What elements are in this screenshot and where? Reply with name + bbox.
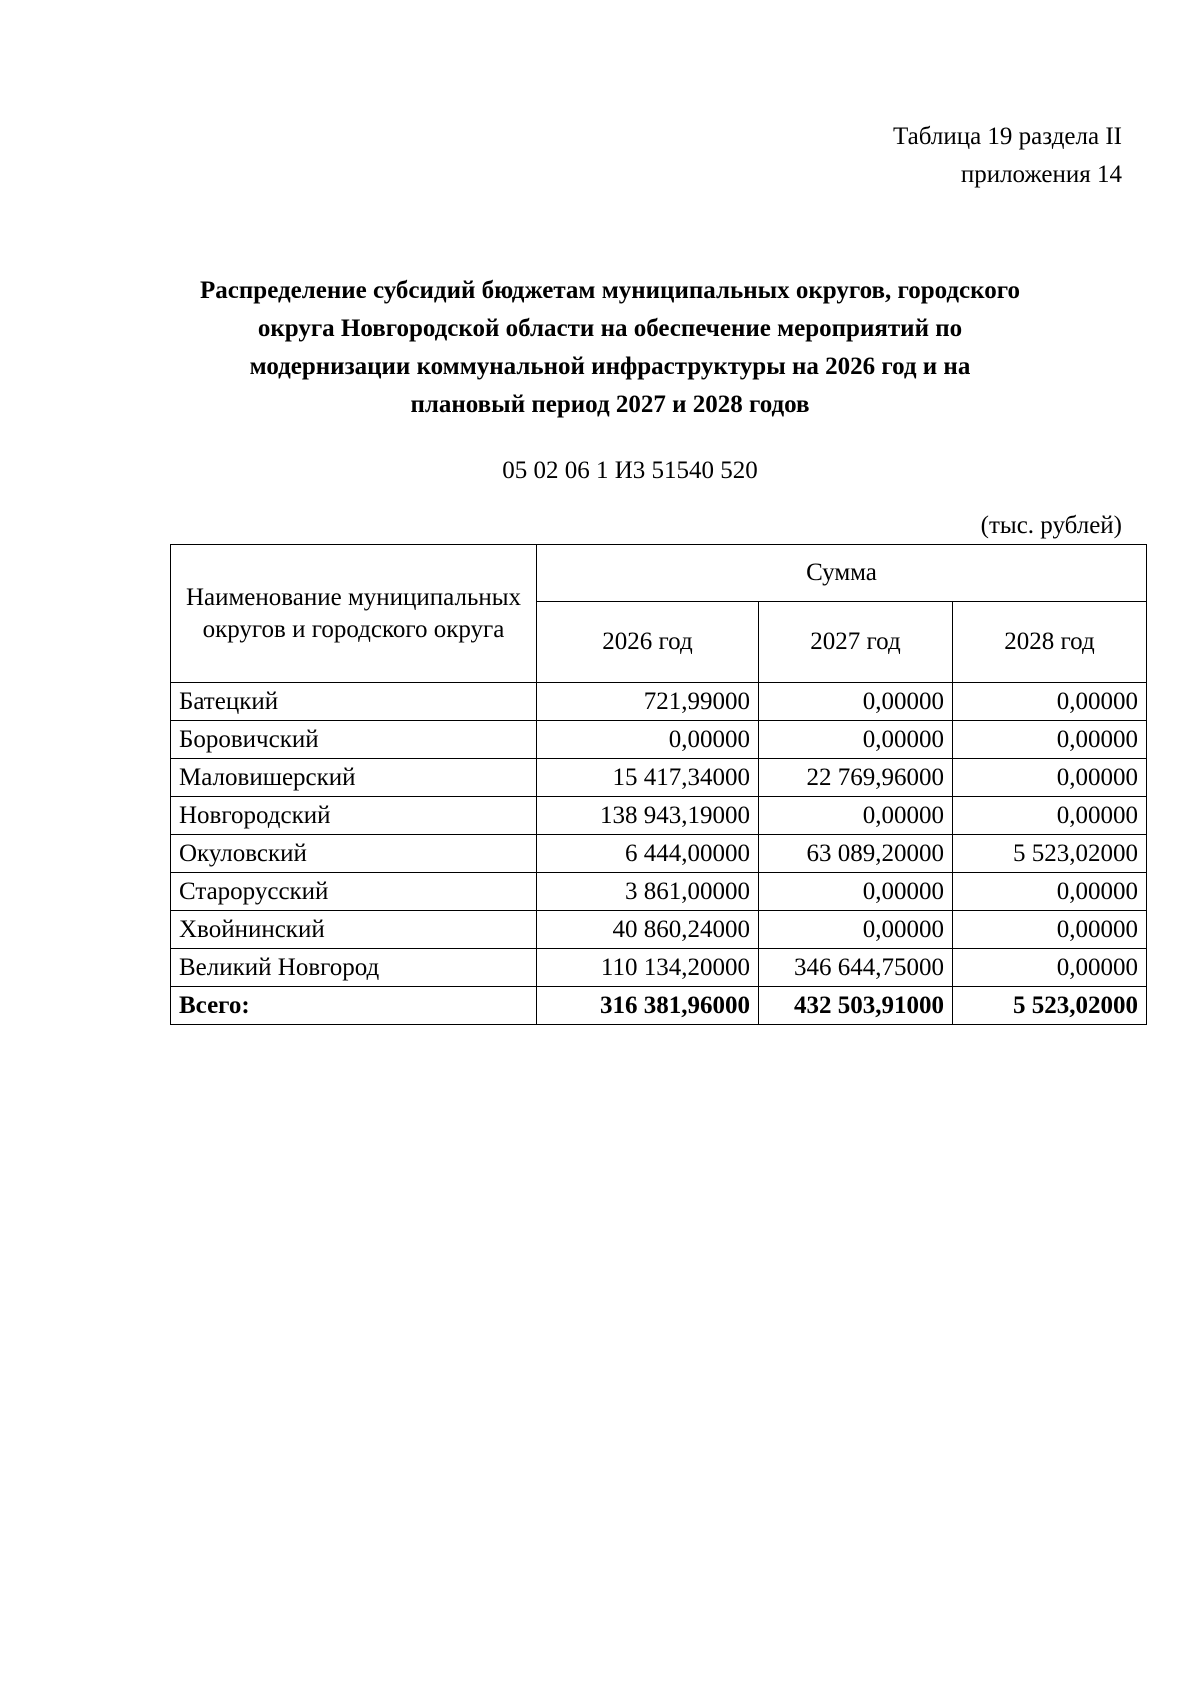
header-sum: Сумма [537, 545, 1147, 602]
amount-2028: 5 523,02000 [953, 835, 1147, 873]
amount-2027: 0,00000 [759, 797, 953, 835]
amount-2028: 0,00000 [953, 721, 1147, 759]
title-line: модернизации коммунальной инфраструктуры на 2026 год и на [249, 353, 971, 380]
amount-2026: 15 417,34000 [537, 759, 759, 797]
table-row [171, 835, 1147, 873]
subsidies-table [170, 544, 1147, 1025]
header-year-2026: 2026 год [537, 602, 759, 683]
total-2027: 432 503,91000 [759, 987, 953, 1025]
amount-2028: 0,00000 [953, 873, 1147, 911]
district-name: Окуловский [171, 835, 537, 873]
amount-2026: 6 444,00000 [537, 835, 759, 873]
district-name: Новгородский [171, 797, 537, 835]
amount-2027: 22 769,96000 [759, 759, 953, 797]
district-name: Старорусский [171, 873, 537, 911]
title-line: Распределение субсидий бюджетам муниципальных округов, городского [200, 277, 1020, 304]
amount-2027: 346 644,75000 [759, 949, 953, 987]
amount-2026: 40 860,24000 [537, 911, 759, 949]
amount-2028: 0,00000 [953, 683, 1147, 721]
table-row [171, 721, 1147, 759]
table-reference [893, 118, 1122, 194]
amount-2027: 0,00000 [759, 683, 953, 721]
header-name: Наименование муниципальных округов и городского округа [171, 545, 537, 683]
amount-2027: 0,00000 [759, 873, 953, 911]
district-name: Батецкий [171, 683, 537, 721]
title-line: округа Новгородской области на обеспечение мероприятий по [257, 315, 963, 342]
header-year-2027: 2027 год [759, 602, 953, 683]
amount-2027: 0,00000 [759, 911, 953, 949]
table-total-row [171, 987, 1147, 1025]
budget-classification-code: 05 02 06 1 И3 51540 520 [502, 457, 758, 484]
amount-2026: 138 943,19000 [537, 797, 759, 835]
units-label: (тыс. рублей) [980, 512, 1122, 539]
table-row [171, 759, 1147, 797]
table-row [171, 873, 1147, 911]
header-year-2028: 2028 год [953, 602, 1147, 683]
title-line: плановый период 2027 и 2028 годов [410, 391, 810, 418]
amount-2027: 63 089,20000 [759, 835, 953, 873]
amount-2027: 0,00000 [759, 721, 953, 759]
appendix-number-line: приложения 14 [960, 161, 1122, 188]
amount-2026: 3 861,00000 [537, 873, 759, 911]
district-name: Боровичский [171, 721, 537, 759]
amount-2026: 721,99000 [537, 683, 759, 721]
table-header-row [171, 545, 1147, 602]
district-name: Хвойнинский [171, 911, 537, 949]
district-name: Великий Новгород [171, 949, 537, 987]
table-number-line: Таблица 19 раздела II [893, 123, 1122, 150]
total-2028: 5 523,02000 [953, 987, 1147, 1025]
total-label: Всего: [171, 987, 537, 1025]
table-row [171, 797, 1147, 835]
amount-2026: 110 134,20000 [537, 949, 759, 987]
table-row [171, 949, 1147, 987]
amount-2026: 0,00000 [537, 721, 759, 759]
total-2026: 316 381,96000 [537, 987, 759, 1025]
district-name: Маловишерский [171, 759, 537, 797]
document-title [170, 272, 1050, 424]
amount-2028: 0,00000 [953, 797, 1147, 835]
amount-2028: 0,00000 [953, 759, 1147, 797]
table-row [171, 911, 1147, 949]
amount-2028: 0,00000 [953, 949, 1147, 987]
amount-2028: 0,00000 [953, 911, 1147, 949]
table-row [171, 683, 1147, 721]
